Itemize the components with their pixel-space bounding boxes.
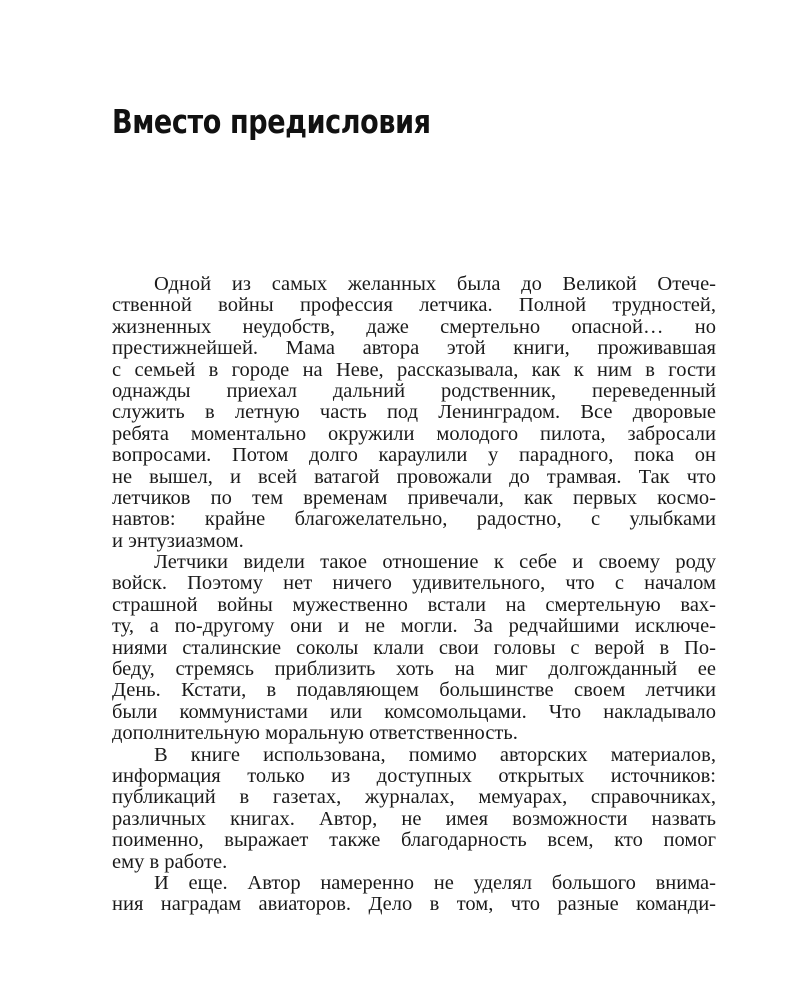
text-line: с семьей в городе на Неве, рассказывала, как к ним в гости [112,359,716,381]
text-line: информация только из доступных открытых источников: [112,765,716,787]
text-line: жизненных неудобств, даже смертельно опасной… но [112,316,716,338]
text-line: не вышел, и всей ватагой провожали до трамвая. Так что [112,466,716,488]
text-line: служить в летную часть под Ленинградом. Все дворовые [112,402,716,424]
text-line: День. Кстати, в подавляющем большинстве своем летчики [112,680,716,702]
text-line: вопросами. Потом долго караулили у парадного, пока он [112,445,716,467]
text-line: Одной из самых желанных была до Великой Отече- [154,274,716,295]
text-line: престижнейшей. Мама автора этой книги, проживавшая [112,338,716,360]
text-line: ту, а по-другому они и не могли. За редчайшими исключе- [112,616,716,638]
body-text [112,274,716,916]
text-line: ребята моментально окружили молодого пилота, забросали [112,423,716,445]
text-line: ния наградам авиаторов. Дело в том, что разные команди- [112,894,716,916]
text-line: беду, стремясь приблизить хоть на миг долгожданный ее [112,659,716,681]
chapter-title: Вместо предисловия [112,102,431,141]
text-line: летчиков по тем временам привечали, как первых космо- [112,487,716,509]
text-line: И еще. Автор намеренно не уделял большого внима- [154,872,716,894]
text-line: В книге использована, помимо авторских материалов, [154,744,716,766]
text-line: ему в работе. [112,851,228,873]
text-line: поименно, выражает также благодарность всем, кто помог [112,830,716,852]
text-line: страшной войны мужественно встали на смертельную вах- [112,594,716,616]
text-line: ниями сталинские соколы клали свои головы с верой в По- [112,637,716,659]
text-line: однажды приехал дальний родственник, переведенный [112,380,716,402]
text-line: и энтузиазмом. [112,530,244,552]
text-line: были коммунистами или комсомольцами. Что накладывало [112,701,716,723]
text-line: публикаций в газетах, журналах, мемуарах, справочниках, [112,787,716,809]
text-line: различных книгах. Автор, не имея возможности назвать [112,808,716,830]
text-line: Летчики видели такое отношение к себе и своему роду [154,552,716,574]
text-line: дополнительную моральную ответственность. [112,723,518,745]
text-line: войск. Поэтому нет ничего удивительного, что с началом [112,573,716,595]
text-line: ственной войны профессия летчика. Полной трудностей, [112,295,716,317]
text-line: навтов: крайне благожелательно, радостно, с улыбками [112,509,716,531]
